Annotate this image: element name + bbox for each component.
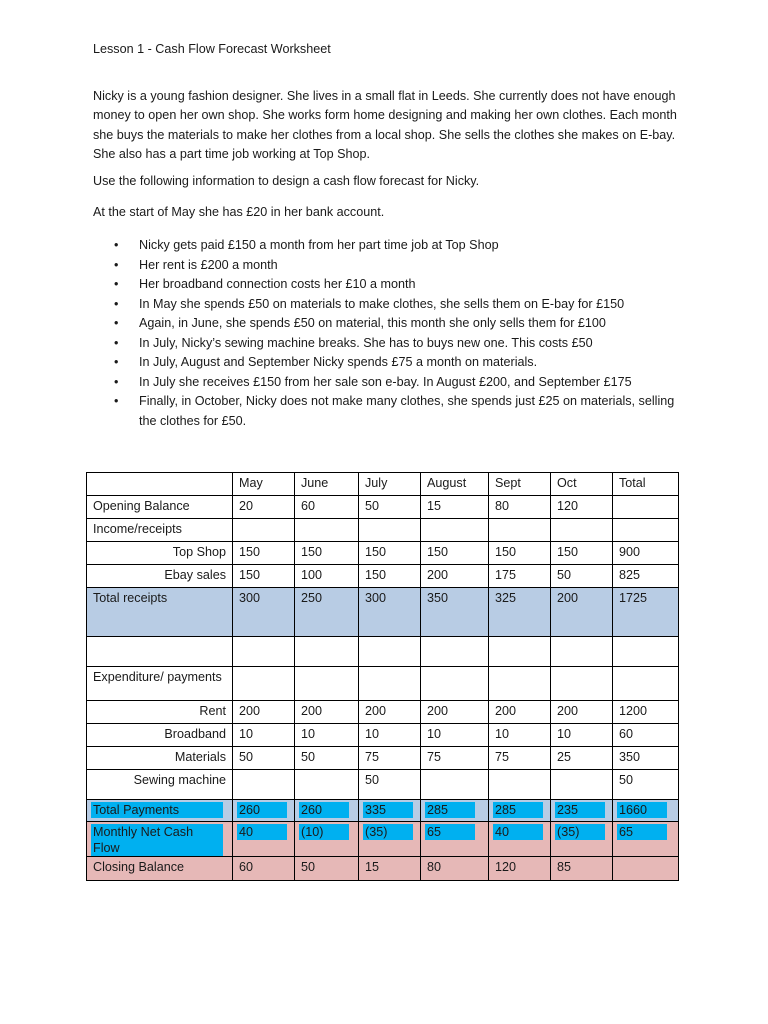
table-cell [551, 770, 613, 800]
table-cell: 900 [613, 542, 679, 565]
column-header: May [233, 473, 295, 496]
table-cell [551, 667, 613, 701]
table-cell: 100 [295, 565, 359, 588]
row-label: Materials [87, 747, 233, 770]
bullet-icon: • [114, 394, 119, 408]
table-cell: 200 [421, 701, 489, 724]
highlighted-value: 235 [555, 802, 605, 818]
row-label: Sewing machine [87, 770, 233, 800]
list-item: • Her broadband connection costs her £10 a month [93, 275, 683, 295]
table-cell [489, 519, 551, 542]
table-cell [359, 637, 421, 667]
table-cell: 200 [233, 701, 295, 724]
table-cell: 50 [551, 565, 613, 588]
table-cell: 80 [421, 857, 489, 881]
highlighted-value: 40 [493, 824, 543, 840]
facts-list [93, 236, 683, 431]
ebay-sales-row [87, 565, 679, 588]
table-cell: 10 [551, 724, 613, 747]
bullet-icon: • [114, 335, 119, 350]
row-label [87, 637, 233, 667]
table-cell: 200 [489, 701, 551, 724]
table-cell [613, 496, 679, 519]
table-cell: 1725 [613, 588, 679, 637]
highlighted-value: Monthly Net Cash Flow [91, 824, 223, 856]
table-cell: 75 [421, 747, 489, 770]
table-cell [613, 822, 679, 857]
table-cell [233, 519, 295, 542]
row-label: Broadband [87, 724, 233, 747]
table-cell [421, 770, 489, 800]
table-cell [295, 800, 359, 822]
table-cell [359, 519, 421, 542]
bullet-icon: • [114, 374, 119, 389]
table-cell [421, 822, 489, 857]
instruction-paragraph: Use the following information to design a cash flow forecast for Nicky. [93, 174, 480, 188]
table-cell [489, 637, 551, 667]
expenditure-header-row [87, 667, 679, 701]
starting-balance-paragraph: At the start of May she has £20 in her bank account. [93, 205, 385, 219]
highlighted-value: (35) [555, 824, 605, 840]
table-cell: 200 [421, 565, 489, 588]
highlighted-value: 65 [425, 824, 475, 840]
broadband-row [87, 724, 679, 747]
row-label: Top Shop [87, 542, 233, 565]
table-cell [489, 770, 551, 800]
table-cell [359, 667, 421, 701]
intro-paragraph: Nicky is a young fashion designer. She lives in a small flat in Leeds. She currently does not have enough money to open her own shop. She works form home designing and making her own clothes. Each month she buys the materials to make her clothes from a local shop. She sells the clothes she makes on E-bay. She also has a part time job working at Top Shop. [93, 89, 677, 161]
highlighted-value: 260 [299, 802, 349, 818]
table-cell: 150 [489, 542, 551, 565]
table-cell: 150 [233, 565, 295, 588]
row-label: Expenditure/ payments [87, 667, 233, 701]
table-cell [295, 519, 359, 542]
table-cell [613, 800, 679, 822]
bullet-icon: • [114, 257, 119, 272]
sewing-machine-row [87, 770, 679, 800]
table-cell [295, 770, 359, 800]
table-cell: 120 [551, 496, 613, 519]
table-cell: 825 [613, 565, 679, 588]
highlighted-value: 285 [493, 802, 543, 818]
table-cell: 150 [295, 542, 359, 565]
rent-row [87, 701, 679, 724]
net-cash-flow-row [87, 822, 679, 857]
table-cell [613, 637, 679, 667]
table-cell: 350 [421, 588, 489, 637]
highlighted-value: 260 [237, 802, 287, 818]
table-cell: 150 [359, 542, 421, 565]
table-cell: 150 [359, 565, 421, 588]
highlighted-value: 65 [617, 824, 667, 840]
table-cell: 50 [295, 857, 359, 881]
table-cell: 50 [613, 770, 679, 800]
table-cell [421, 800, 489, 822]
table-cell [489, 667, 551, 701]
materials-row [87, 747, 679, 770]
highlighted-value: Total Payments [91, 802, 223, 818]
income-header-row [87, 519, 679, 542]
table-cell [359, 822, 421, 857]
highlighted-value: 40 [237, 824, 287, 840]
table-cell: 200 [359, 701, 421, 724]
row-label: Opening Balance [87, 496, 233, 519]
table-header-row [87, 473, 679, 496]
table-cell: 75 [359, 747, 421, 770]
table-cell: 1200 [613, 701, 679, 724]
table-cell [421, 637, 489, 667]
bullet-icon: • [114, 316, 119, 330]
table-cell [295, 667, 359, 701]
table-cell: 50 [359, 496, 421, 519]
table-cell [421, 667, 489, 701]
table-cell: 10 [359, 724, 421, 747]
table-cell [233, 770, 295, 800]
table-cell: 15 [359, 857, 421, 881]
list-item: • Again, in June, she spends £50 on material, this month she only sells them for £100 [93, 314, 683, 334]
table-cell: 20 [233, 496, 295, 519]
highlighted-value: (10) [299, 824, 349, 840]
row-label: Income/receipts [87, 519, 233, 542]
table-cell [551, 519, 613, 542]
table-cell: 10 [233, 724, 295, 747]
table-cell: 300 [233, 588, 295, 637]
table-cell [613, 519, 679, 542]
list-item: • Nicky gets paid £150 a month from her part time job at Top Shop [93, 236, 683, 256]
closing-balance-row [87, 857, 679, 881]
table-cell [359, 800, 421, 822]
table-cell: 60 [613, 724, 679, 747]
table-cell: 150 [233, 542, 295, 565]
list-item: • In July, Nicky’s sewing machine breaks. She has to buys new one. This costs £50 [93, 334, 683, 354]
table-cell: 250 [295, 588, 359, 637]
table-cell: 80 [489, 496, 551, 519]
table-cell [551, 637, 613, 667]
table-cell [421, 519, 489, 542]
column-header: Sept [489, 473, 551, 496]
table-cell: 175 [489, 565, 551, 588]
table-cell: 120 [489, 857, 551, 881]
opening-balance-row [87, 496, 679, 519]
table-cell: 50 [295, 747, 359, 770]
table-cell [233, 667, 295, 701]
table-cell [233, 822, 295, 857]
column-header: August [421, 473, 489, 496]
highlighted-value: 335 [363, 802, 413, 818]
table-cell: 50 [359, 770, 421, 800]
header-corner-cell [87, 473, 233, 496]
table-cell [613, 667, 679, 701]
table-cell: 300 [359, 588, 421, 637]
row-label: Closing Balance [87, 857, 233, 881]
table-cell: 10 [295, 724, 359, 747]
total-payments-row [87, 800, 679, 822]
table-cell [233, 637, 295, 667]
row-label: Total receipts [87, 588, 233, 637]
table-cell [295, 637, 359, 667]
table-cell [551, 822, 613, 857]
table-cell: 10 [421, 724, 489, 747]
table-cell: 350 [613, 747, 679, 770]
bullet-icon: • [114, 355, 119, 369]
table-cell [295, 822, 359, 857]
total-receipts-row [87, 588, 679, 637]
table-cell [233, 800, 295, 822]
table-cell [489, 800, 551, 822]
table-cell: 50 [233, 747, 295, 770]
table-cell: 75 [489, 747, 551, 770]
page-title: Lesson 1 - Cash Flow Forecast Worksheet [93, 42, 331, 56]
table-cell: 325 [489, 588, 551, 637]
blank-row [87, 637, 679, 667]
table-cell [613, 857, 679, 881]
table-cell: 150 [551, 542, 613, 565]
bullet-icon: • [114, 238, 119, 252]
list-item: • In July, August and September Nicky spends £75 a month on materials. [93, 353, 683, 373]
bullet-icon: • [114, 296, 119, 311]
list-item: • In May she spends £50 on materials to make clothes, she sells them on E-bay for £150 [93, 295, 683, 315]
list-item: • Finally, in October, Nicky does not make many clothes, she spends just £25 on materials, selling the clothes for £50. [114, 394, 675, 428]
top-shop-row [87, 542, 679, 565]
highlighted-value: 285 [425, 802, 475, 818]
table-cell: 10 [489, 724, 551, 747]
table-cell: 15 [421, 496, 489, 519]
table-cell: 200 [295, 701, 359, 724]
table-cell: 85 [551, 857, 613, 881]
column-header: Oct [551, 473, 613, 496]
table-cell: 200 [551, 588, 613, 637]
highlighted-value: (35) [363, 824, 413, 840]
row-label [87, 822, 233, 857]
table-cell: 25 [551, 747, 613, 770]
list-item: • Her rent is £200 a month [93, 256, 683, 276]
table-cell: 60 [295, 496, 359, 519]
table-cell: 200 [551, 701, 613, 724]
table-cell: 60 [233, 857, 295, 881]
table-cell [489, 822, 551, 857]
table-cell: 150 [421, 542, 489, 565]
highlighted-value: 1660 [617, 802, 667, 818]
list-item: • In July she receives £150 from her sale son e-bay. In August £200, and September £175 [93, 373, 683, 393]
bullet-icon: • [114, 277, 119, 291]
column-header: July [359, 473, 421, 496]
column-header: Total [613, 473, 679, 496]
table-cell [551, 800, 613, 822]
row-label: Ebay sales [87, 565, 233, 588]
row-label: Rent [87, 701, 233, 724]
cash-flow-table [86, 472, 679, 881]
column-header: June [295, 473, 359, 496]
row-label [87, 800, 233, 822]
